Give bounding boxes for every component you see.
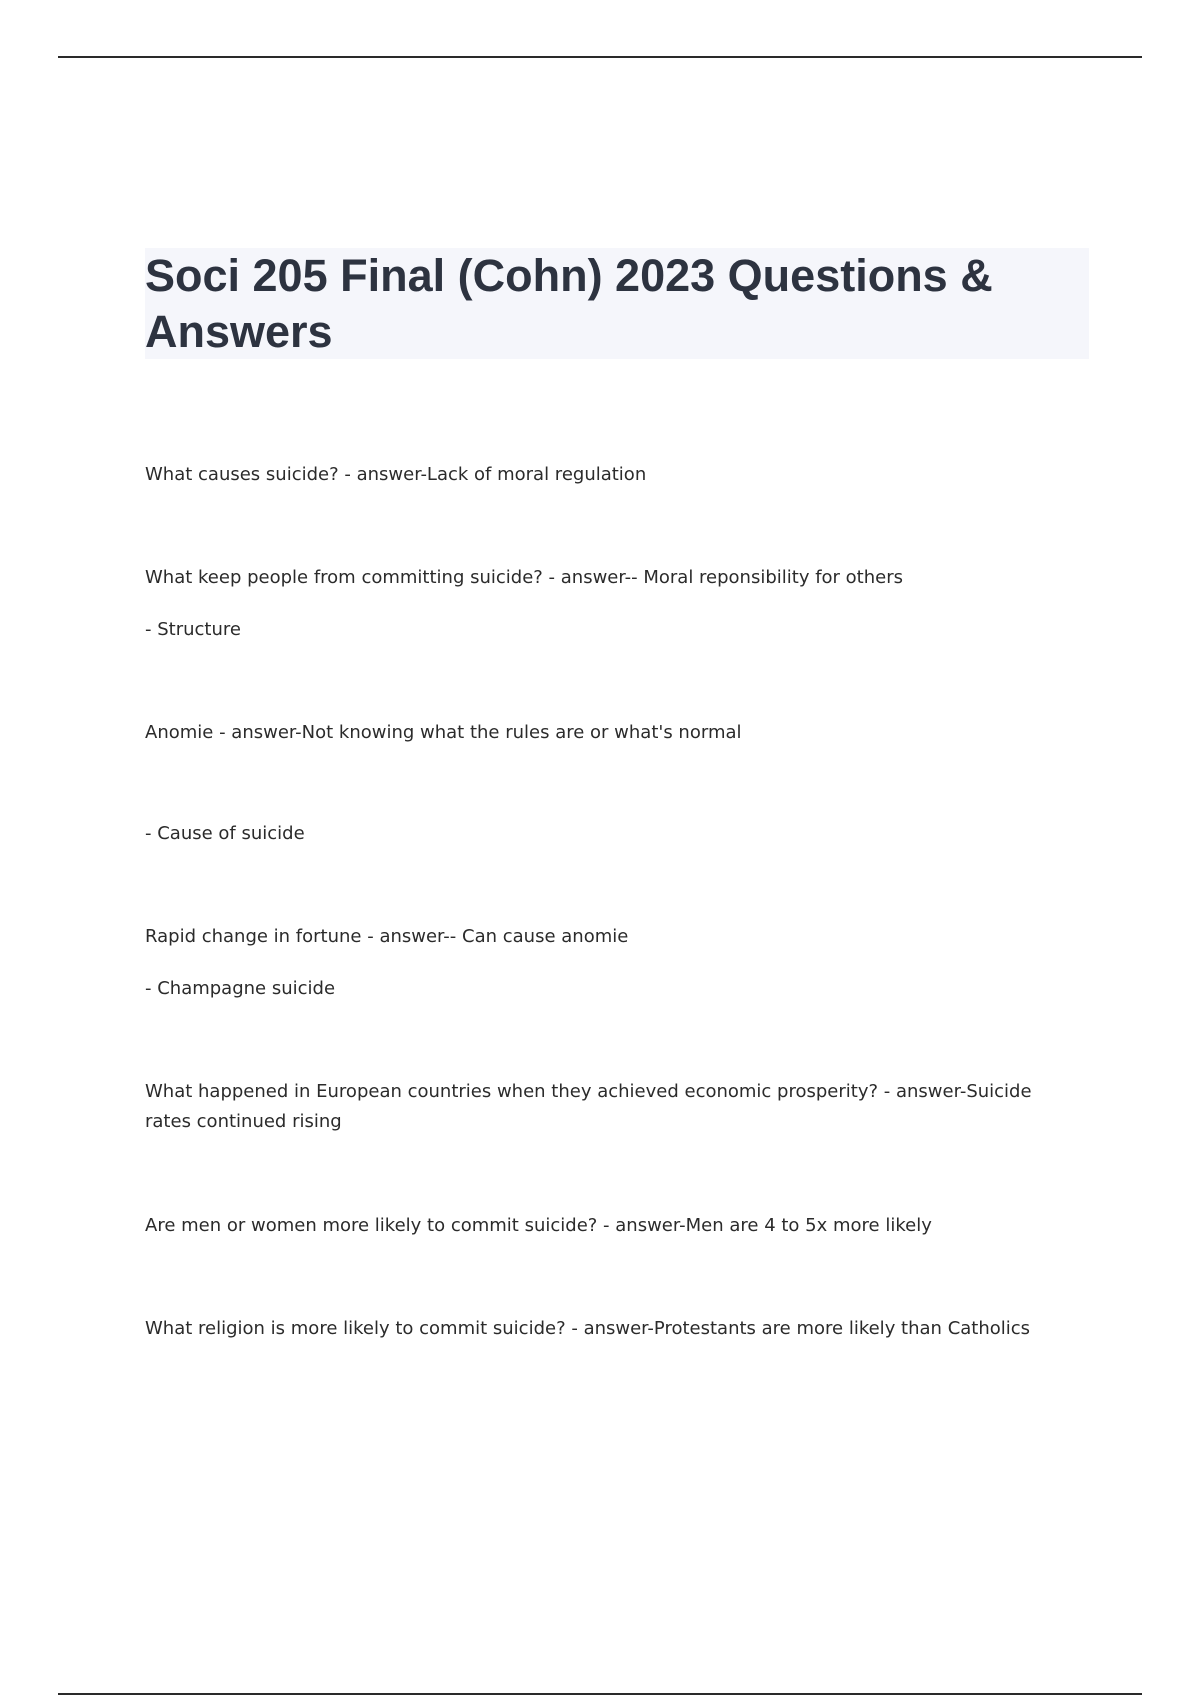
qa-line: Are men or women more likely to commit suicide? - answer-Men are 4 to 5x more likely: [145, 1215, 932, 1236]
top-rule: [58, 56, 1142, 58]
qa-line: What happened in European countries when they achieved economic prosperity? - answer-Suicide rates continued rising: [145, 1081, 1032, 1132]
qa-line: Rapid change in fortune - answer-- Can cause anomie: [145, 926, 629, 947]
qa-line: What religion is more likely to commit suicide? - answer-Protestants are more likely than Catholics: [145, 1318, 1031, 1339]
title-banner: [145, 248, 1089, 359]
qa-line: - Structure: [145, 619, 241, 640]
qa-line: Anomie - answer-Not knowing what the rules are or what's normal: [145, 722, 742, 743]
qa-line: - Champagne suicide: [145, 978, 336, 999]
qa-line: What keep people from committing suicide? - answer-- Moral reponsibility for others: [145, 567, 904, 588]
qa-line: What causes suicide? - answer-Lack of moral regulation: [145, 464, 647, 485]
bottom-rule: [58, 1693, 1142, 1695]
page-title: Soci 205 Final (Cohn) 2023 Questions & Answers: [145, 250, 993, 357]
qa-line: - Cause of suicide: [145, 823, 305, 844]
